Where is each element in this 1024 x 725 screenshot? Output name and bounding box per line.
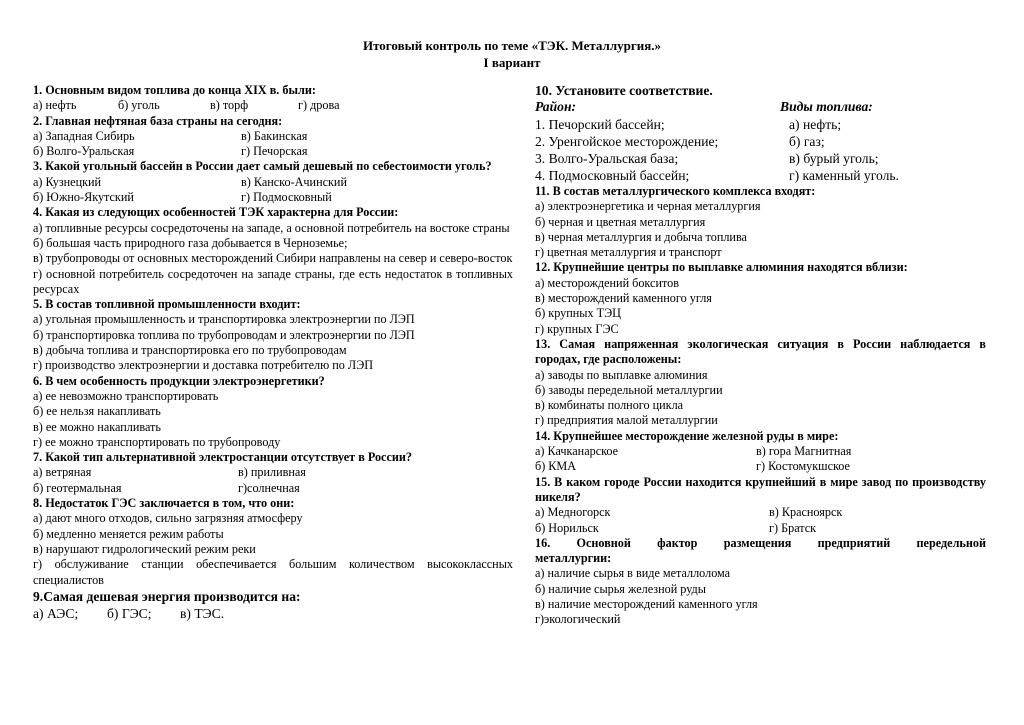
- match-right: в) бурый уголь;: [789, 151, 879, 166]
- answer-option: а) ее невозможно транспортировать: [33, 388, 219, 403]
- answer-option: в) ТЭС.: [180, 605, 225, 621]
- match-left: 2. Уренгойское месторождение;: [535, 134, 719, 149]
- answer-row: [33, 144, 513, 159]
- match-left: 4. Подмосковный бассейн;: [535, 168, 690, 183]
- question-7: 7. Какой тип альтернативной электростанции отсутствует в России?: [33, 450, 413, 465]
- answer-option: б) наличие сырья железной руды: [535, 581, 706, 596]
- answer-option: г) дрова: [298, 98, 340, 113]
- answer-option: а) Качканарское: [535, 444, 619, 459]
- answer-option: г) Костомукшское: [756, 459, 850, 474]
- answer-row: [33, 190, 513, 205]
- answer-row: [535, 521, 986, 536]
- answer-option: г) Подмосковный: [241, 190, 332, 205]
- right-column: [535, 82, 986, 628]
- answer-row: [33, 605, 513, 622]
- answer-option: б) транспортировка топлива по трубопроводам и электроэнергии по ЛЭП: [33, 327, 415, 342]
- question-2: 2. Главная нефтяная база страны на сегодня:: [33, 113, 283, 128]
- question-3: 3. Какой угольный бассейн в России дает самый дешевый по себестоимости уголь?: [33, 159, 492, 174]
- answer-option: а) дают много отходов, сильно загрязняя атмосферу: [33, 511, 303, 526]
- question-14: 14. Крупнейшее месторождение железной руды в мире:: [535, 428, 839, 443]
- match-row: [535, 167, 986, 184]
- match-right: б) газ;: [789, 134, 825, 149]
- question-4: 4. Какая из следующих особенностей ТЭК характерна для России:: [33, 205, 399, 220]
- answer-option: г) обслуживание станции обеспечивается большим количеством высококлассных специалистов: [33, 557, 513, 587]
- answer-option: б) ГЭС;: [107, 605, 152, 621]
- match-row: [535, 116, 986, 133]
- answer-option: в) Канско-Ачинский: [241, 174, 347, 189]
- answer-option: в) Бакинская: [241, 128, 308, 143]
- answer-option: б) КМА: [535, 459, 577, 474]
- answer-option: б) медленно меняется режим работы: [33, 526, 224, 541]
- answer-option: б) геотермальная: [33, 480, 122, 495]
- answer-option: а) нефть: [33, 98, 77, 113]
- answer-option: б) Волго-Уральская: [33, 144, 135, 159]
- answer-option: б) ее нельзя накапливать: [33, 404, 161, 419]
- answer-option: в) ее можно накапливать: [33, 419, 161, 434]
- answer-option: б) уголь: [118, 98, 160, 113]
- answer-option: б) Норильск: [535, 520, 599, 535]
- answer-option: г)солнечная: [238, 480, 300, 495]
- match-left: 3. Волго-Уральская база;: [535, 151, 679, 166]
- answer-option: в) добыча топлива и транспортировка его по трубопроводам: [33, 343, 347, 358]
- answer-option: б) большая часть природного газа добывается в Черноземье;: [33, 235, 348, 250]
- variant-label: I вариант: [483, 55, 541, 70]
- answer-row: [33, 175, 513, 190]
- answer-option: а) месторождений бокситов: [535, 275, 679, 290]
- answer-option: г) крупных ГЭС: [535, 321, 619, 336]
- answer-option: г) ее можно транспортировать по трубопроводу: [33, 434, 281, 449]
- answer-row: [33, 98, 513, 113]
- match-row: [535, 150, 986, 167]
- question-15: 15. В каком городе России находится крупнейший в мире завод по производству никеля?: [535, 474, 986, 504]
- answer-option: г) цветная металлургия и транспорт: [535, 245, 722, 260]
- answer-option: в) торф: [210, 98, 249, 113]
- answer-option: в) месторождений каменного угля: [535, 291, 712, 306]
- answer-row: [33, 129, 513, 144]
- answer-row: [33, 481, 513, 496]
- answer-option: а) Западная Сибирь: [33, 128, 135, 143]
- district-header: Район:: [535, 99, 577, 114]
- question-16: 16. Основной фактор размещения предприятий передельной металлургии:: [535, 535, 986, 566]
- answer-option: в) черная металлургия и добыча топлива: [535, 229, 747, 244]
- answer-option: в) наличие месторождений каменного угля: [535, 597, 758, 612]
- match-right: г) каменный уголь.: [789, 168, 899, 183]
- answer-option: б) крупных ТЭЦ: [535, 306, 621, 321]
- left-column: [33, 83, 513, 622]
- answer-option: г) Братск: [769, 520, 817, 535]
- answer-option: г) основной потребитель сосредоточен на западе страны, где есть недостаток в топливных ресурсах: [33, 266, 513, 296]
- answer-option: а) топливные ресурсы сосредоточены на западе, а основной потребитель на востоке страны: [33, 220, 510, 235]
- page-title: Итоговый контроль по теме «ТЭК. Металлургия.»: [362, 38, 662, 53]
- question-8: 8. Недостаток ГЭС заключается в том, что они:: [33, 496, 295, 511]
- answer-option: в) гора Магнитная: [756, 444, 852, 459]
- answer-option: а) наличие сырья в виде металлолома: [535, 566, 731, 581]
- answer-option: а) заводы по выплавке алюминия: [535, 367, 708, 382]
- match-left: 1. Печорский бассейн;: [535, 117, 665, 132]
- answer-option: в) комбинаты полного цикла: [535, 398, 684, 413]
- answer-option: б) заводы передельной металлургии: [535, 382, 723, 397]
- question-12: 12. Крупнейшие центры по выплавке алюминия находятся вблизи:: [535, 260, 908, 275]
- answer-option: г) Печорская: [241, 144, 308, 159]
- answer-option: а) Кузнецкий: [33, 174, 102, 189]
- question-10: 10. Установите соответствие.: [535, 83, 713, 98]
- answer-option: б) черная и цветная металлургия: [535, 214, 706, 229]
- answer-option: б) Южно-Якутский: [33, 190, 134, 205]
- question-13: 13. Самая напряженная экологическая ситуация в России наблюдается в городах, где расположены:: [535, 336, 986, 367]
- answer-option: а) ветряная: [33, 465, 92, 480]
- answer-option: г) предприятия малой металлургии: [535, 413, 718, 428]
- answer-option: в) приливная: [238, 465, 306, 480]
- answer-option: в) Красноярск: [769, 505, 843, 520]
- question-9: 9.Самая дешевая энергия производится на:: [33, 588, 301, 604]
- question-6: 6. В чем особенность продукции электроэнергетики?: [33, 373, 325, 388]
- question-5: 5. В состав топливной промышленности входит:: [33, 297, 301, 312]
- answer-option: а) угольная промышленность и транспортировка электроэнергии по ЛЭП: [33, 312, 415, 327]
- question-1: 1. Основным видом топлива до конца XIX в. были:: [33, 83, 316, 97]
- answer-option: а) АЭС;: [33, 605, 79, 621]
- answer-row: [535, 459, 986, 474]
- answer-row: [535, 444, 986, 459]
- answer-option: а) электроэнергетика и черная металлургия: [535, 199, 761, 214]
- fuel-type-header: Виды топлива:: [780, 99, 873, 114]
- answer-option: а) Медногорск: [535, 505, 611, 520]
- match-header: [535, 99, 986, 116]
- answer-option: в) нарушают гидрологический режим реки: [33, 541, 256, 556]
- answer-option: в) трубопроводы от основных месторождений Сибири направлены на север и северо-восток: [33, 251, 513, 266]
- answer-row: [33, 465, 513, 480]
- answer-row: [535, 505, 986, 520]
- match-right: а) нефть;: [789, 117, 842, 132]
- question-11: 11. В состав металлургического комплекса входят:: [535, 184, 816, 198]
- answer-option: г) производство электроэнергии и доставка потребителю по ЛЭП: [33, 358, 374, 373]
- match-row: [535, 133, 986, 150]
- answer-option: г)экологический: [535, 612, 621, 627]
